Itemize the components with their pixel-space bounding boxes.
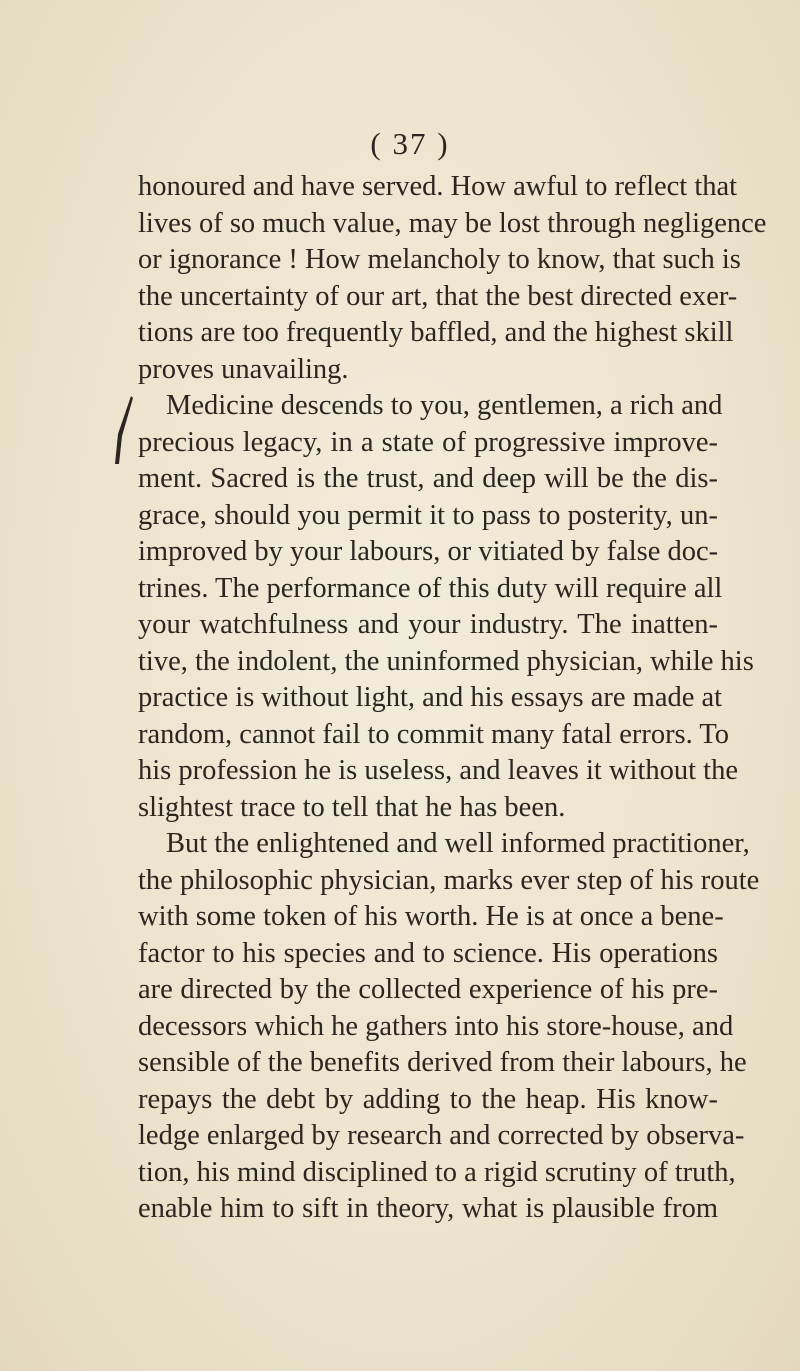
text-line: decessors which he gathers into his store-house, and bbox=[138, 1010, 734, 1042]
text-line: with some token of his worth. He is at once a bene- bbox=[138, 901, 724, 932]
text-line: factor to his species and to science. His operations bbox=[138, 937, 718, 969]
text-line: But the enlightened and well informed practitioner, bbox=[166, 828, 750, 859]
text-line: the uncertainty of our art, that the best directed exer- bbox=[138, 280, 738, 312]
text-line: precious legacy, in a state of progressive improve- bbox=[138, 426, 718, 458]
text-line: repays the debt by adding to the heap. His know- bbox=[138, 1083, 718, 1115]
page-number: ( 37 ) bbox=[370, 126, 450, 161]
text-line: are directed by the collected experience of his pre- bbox=[138, 974, 718, 1005]
text-line: grace, should you permit it to pass to posterity, un- bbox=[138, 499, 718, 531]
text-line: trines. The performance of this duty will require all bbox=[138, 572, 723, 604]
text-line: practice is without light, and his essays are made at bbox=[138, 682, 723, 713]
text-line: sensible of the benefits derived from their labours, he bbox=[138, 1047, 747, 1078]
body-text bbox=[138, 169, 767, 1228]
text-line: your watchfulness and your industry. The inatten- bbox=[138, 609, 718, 640]
text-line: proves unavailing. bbox=[138, 353, 349, 385]
text-line: tions are too frequently baffled, and the highest skill bbox=[138, 317, 734, 348]
text-line: tive, the indolent, the uninformed physician, while his bbox=[138, 645, 754, 677]
text-line: random, cannot fail to commit many fatal errors. To bbox=[138, 718, 730, 750]
margin-slash-mark bbox=[112, 394, 134, 468]
text-line: his profession he is useless, and leaves it without the bbox=[138, 755, 738, 786]
text-line: ledge enlarged by research and corrected by observa- bbox=[138, 1120, 745, 1151]
text-line: the philosophic physician, marks ever step of his route bbox=[138, 864, 760, 896]
text-line: slightest trace to tell that he has been. bbox=[138, 791, 566, 823]
text-line: honoured and have served. How awful to reflect that bbox=[138, 171, 738, 202]
text-line: improved by your labours, or vitiated by false doc- bbox=[138, 536, 719, 567]
text-line: lives of so much value, may be lost through negligence bbox=[138, 207, 767, 239]
text-line: enable him to sift in theory, what is plausible from bbox=[138, 1193, 718, 1224]
text-line: tion, his mind disciplined to a rigid scrutiny of truth, bbox=[138, 1156, 736, 1188]
text-line: ment. Sacred is the trust, and deep will be the dis- bbox=[138, 463, 718, 494]
text-line: or ignorance ! How melancholy to know, that such is bbox=[138, 244, 741, 275]
text-line: Medicine descends to you, gentlemen, a rich and bbox=[166, 390, 723, 421]
